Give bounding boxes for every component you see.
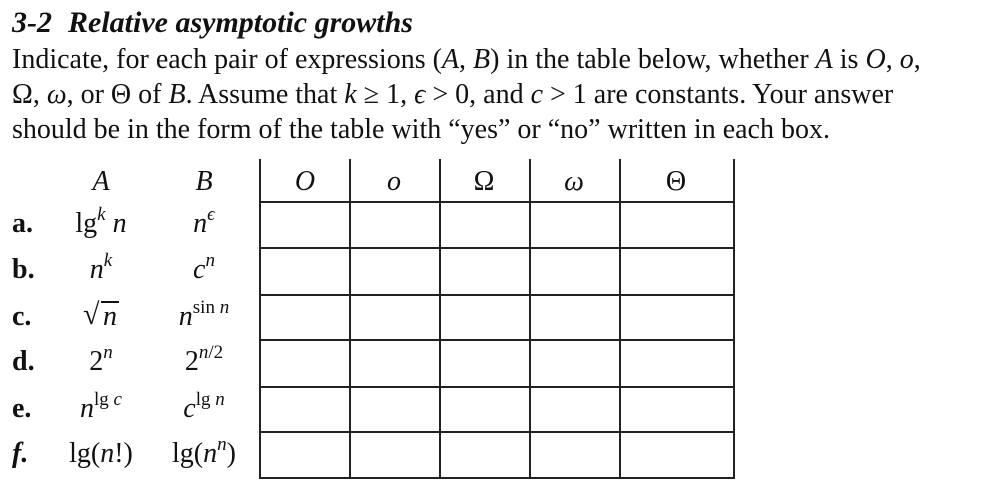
table-header-little-o: o [387,166,401,197]
instruction-segment: A [815,44,833,75]
row-label: b. [12,254,35,285]
expression-token: ϵ [207,203,215,225]
expression-token: n [100,438,115,469]
expression-token: √ n [83,299,119,335]
expression-token: k [103,249,113,271]
instruction-segment: of [131,79,169,110]
instructions-line-2 [12,77,982,112]
answer-box [531,388,619,431]
expression-token: c [183,393,196,424]
expression-b [149,249,259,288]
expression-token: 2 [89,346,104,377]
problem-title [12,5,413,41]
instruction-segment: ω [46,79,67,110]
answer-box [621,433,733,477]
expression-b [149,203,259,242]
row-label: c. [12,301,32,332]
answer-box [441,388,529,431]
instruction-segment: O [865,44,886,75]
problem-number: 3-2 [12,6,52,39]
instruction-segment: B [168,79,186,110]
instruction-segment: ϵ [414,79,426,110]
expression-token: n [203,438,218,469]
answer-box [621,296,733,339]
answer-box [351,249,439,294]
answer-box [621,341,733,386]
expression-token: n [178,301,193,332]
table-header-theta: Θ [665,166,687,197]
expression-token [215,297,220,318]
answer-box [351,388,439,431]
expression-b [149,341,259,380]
answer-box [351,296,439,339]
instruction-segment: c [530,79,544,110]
table-header-omega: Ω [473,166,495,197]
answer-box [351,433,439,477]
instruction-segment: . Assume that [185,79,345,110]
expression-token: c [113,388,122,410]
instruction-segment: > 1 are constants. Your answer [543,79,894,110]
instruction-segment: , [913,44,921,75]
instruction-segment: is [832,44,866,75]
expression-token: n [112,208,127,239]
instructions-line-1 [12,42,982,77]
column-rule [733,159,735,479]
table-header-a: A [92,166,110,197]
expression-token: lg( [172,438,204,469]
expression-token: /2 [208,341,224,363]
expression-token: lg( [69,438,101,469]
expression-token: n [215,388,225,410]
instruction-segment: o [899,44,914,75]
answer-box [261,341,349,386]
instruction-segment: , [459,44,474,75]
expression-token: n [103,341,113,363]
expression-b [149,388,259,427]
answer-box [441,433,529,477]
instruction-segment: k [344,79,357,110]
instruction-segment: ) in the table below, whether [490,44,816,75]
expression-token: lg [75,208,98,239]
row-label: f. [12,438,29,469]
expression-token: n [219,296,230,318]
instruction-segment: > 0, and [425,79,531,110]
answer-box [531,249,619,294]
expression-a [41,299,161,335]
answer-box [621,249,733,294]
row-label: a. [12,208,33,239]
instruction-segment: ≥ 1, [356,79,415,110]
expression-token: n [205,249,215,271]
expression-token: lg [195,388,211,410]
instructions-paragraph [12,42,982,147]
expression-token [109,389,114,410]
answer-box [351,203,439,247]
asymptotic-table [0,159,992,481]
expression-a [41,249,161,288]
instruction-segment: Ω [12,79,33,110]
answer-box [531,341,619,386]
answer-box [261,296,349,339]
answer-box [621,388,733,431]
answer-box [351,341,439,386]
problem-title-text: Relative asymptotic growths [68,6,413,39]
expression-token: !) [114,438,133,469]
table-header-big-o: O [294,166,316,197]
answer-box [531,203,619,247]
instruction-segment: , [32,79,47,110]
expression-a [41,203,161,242]
answer-box [261,388,349,431]
expression-token: n [193,208,208,239]
instruction-segment: , or [66,79,111,110]
expression-token: c [193,254,206,285]
expression-a [41,341,161,380]
answer-box [531,296,619,339]
instruction-segment: , [885,44,900,75]
expression-token: 2 [184,346,199,377]
answer-box [261,433,349,477]
answer-box [531,433,619,477]
expression-token: n [89,254,104,285]
row-label: d. [12,346,35,377]
row-label: e. [12,393,32,424]
expression-token: lg [94,388,109,410]
expression-token: n [198,341,209,363]
answer-box [441,296,529,339]
answer-box [261,203,349,247]
expression-token: sin [192,296,215,318]
expression-b [149,433,259,472]
expression-token: n [217,433,227,455]
expression-token: ) [226,438,236,469]
instruction-segment: B [473,44,491,75]
expression-b [149,296,259,335]
instruction-segment: A [441,44,460,75]
expression-a [41,388,161,427]
instruction-segment: Θ [110,79,132,110]
answer-box [441,203,529,247]
table-header-b: B [195,166,213,197]
answer-box [621,203,733,247]
row-rule [259,477,733,479]
table-header-little-omega: ω [564,166,584,197]
expression-token: n [80,393,95,424]
instructions-line-3 [12,112,982,147]
answer-box [261,249,349,294]
expression-token [106,208,113,239]
instruction-segment: Indicate, for each pair of expressions ( [12,44,442,75]
expression-a [41,436,161,472]
answer-box [441,249,529,294]
instruction-segment: should be in the form of the table with “yes” or “no” written in each box. [12,114,830,145]
expression-token: k [97,203,106,225]
answer-box [441,341,529,386]
